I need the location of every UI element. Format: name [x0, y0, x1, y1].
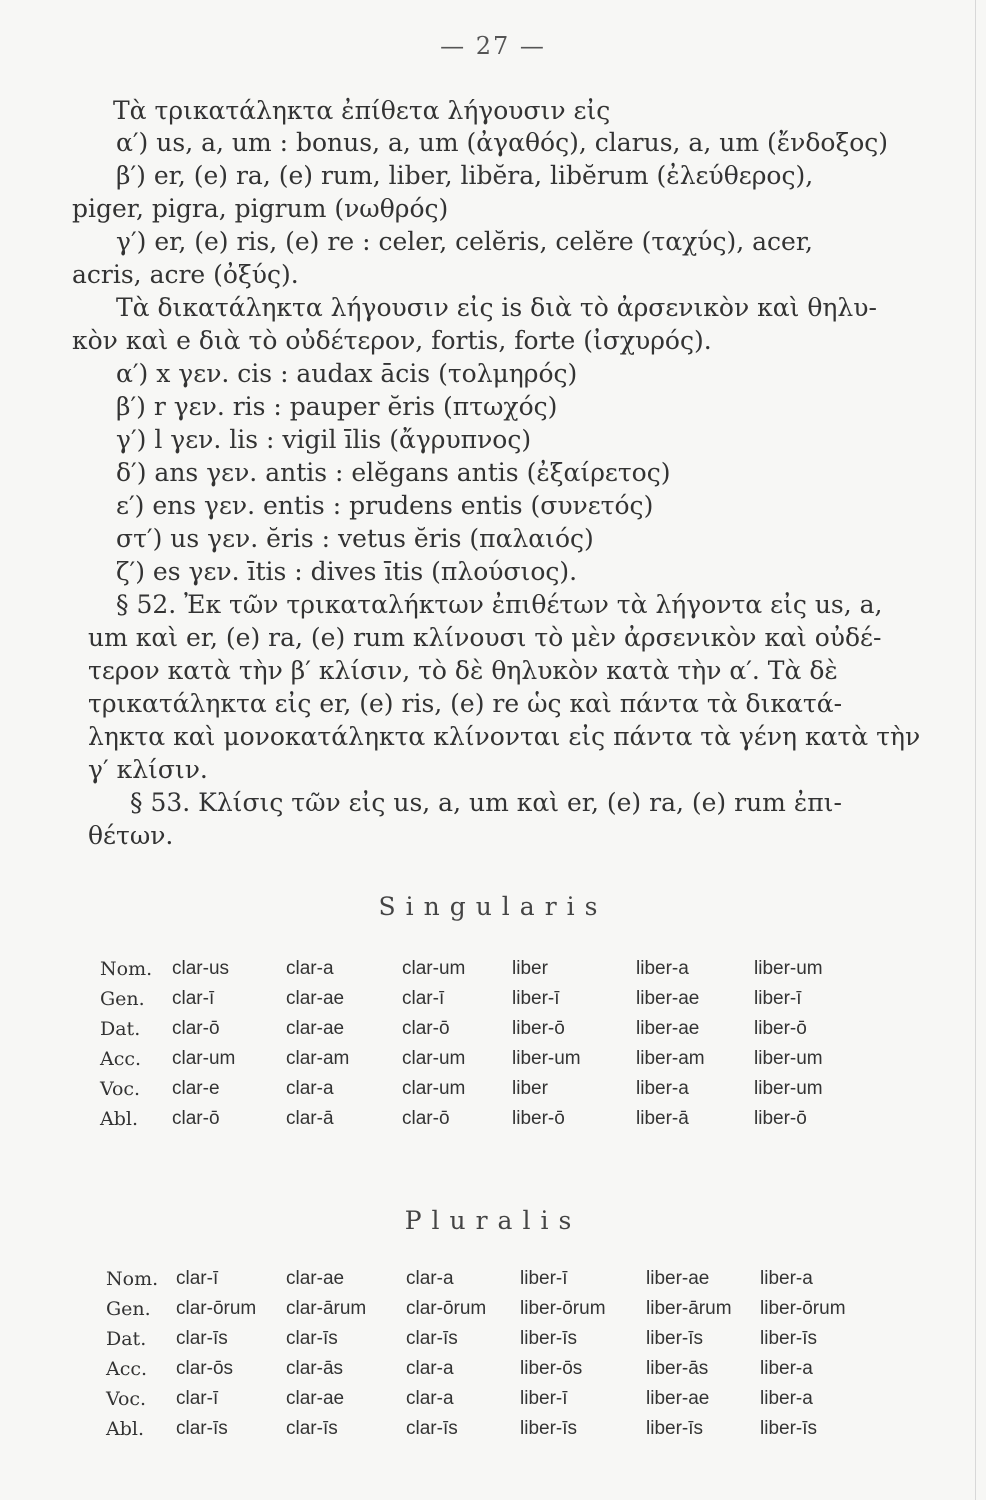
text-line: Τὰ δικατάληκτα λήγουσιν εἰς is διὰ τὸ ἀρσενικὸν καὶ θηλυ-: [116, 293, 877, 322]
text-line: α′) x γεν. cis : audax ācis (τολμηρός): [116, 359, 578, 388]
table-cell: liber-īs: [760, 1328, 818, 1349]
table-cell: clar-e: [172, 1078, 220, 1099]
table-cell: clar-īs: [176, 1418, 228, 1439]
table-cell: liber-īs: [520, 1418, 578, 1439]
case-label: Acc.: [106, 1358, 148, 1380]
table-cell: clar-ō: [402, 1108, 450, 1129]
table-cell: clar-ās: [286, 1358, 344, 1379]
table-cell: liber-ās: [646, 1358, 709, 1379]
table-cell: clar-a: [286, 958, 334, 979]
table-cell: liber-ō: [754, 1018, 807, 1039]
text-line: α′) us, a, um : bonus, a, um (ἀγαθός), clarus, a, um (ἔνδοξος): [116, 128, 889, 157]
table-cell: clar-īs: [286, 1418, 338, 1439]
table-cell: liber-ā: [636, 1108, 689, 1129]
text-line: acris, acre (ὀξύς).: [72, 260, 299, 289]
table-cell: clar-ōs: [176, 1358, 234, 1379]
table-cell: clar-um: [402, 1078, 466, 1099]
table-cell: clar-ā: [286, 1108, 334, 1129]
case-label: Nom.: [106, 1268, 159, 1290]
table-cell: liber-ī: [512, 988, 560, 1009]
table-cell: liber-ō: [754, 1108, 807, 1129]
table-cell: liber-am: [636, 1048, 705, 1069]
table-cell: clar-um: [402, 1048, 466, 1069]
table-cell: liber-um: [754, 1078, 823, 1099]
text-line: δ′) ans γεν. antis : elĕgans antis (ἐξαίρετος): [116, 458, 671, 487]
case-label: Abl.: [100, 1108, 138, 1130]
table-cell: clar-ī: [402, 988, 445, 1009]
table-cell: clar-a: [406, 1358, 454, 1379]
table-cell: clar-ō: [172, 1108, 220, 1129]
table-cell: liber-īs: [760, 1418, 818, 1439]
table-cell: clar-am: [286, 1048, 350, 1069]
table-cell: liber-ī: [520, 1388, 568, 1409]
case-label: Dat.: [106, 1328, 147, 1350]
table-cell: liber-ī: [754, 988, 802, 1009]
table-cell: liber-ī: [520, 1268, 568, 1289]
table-cell: clar-ō: [172, 1018, 220, 1039]
case-label: Voc.: [106, 1388, 147, 1410]
table-cell: clar-a: [406, 1268, 454, 1289]
text-line: γ′) er, (e) ris, (e) re : celer, celĕris, celĕre (ταχύς), acer,: [116, 227, 813, 256]
table-cell: clar-a: [286, 1078, 334, 1099]
text-line: § 52. Ἐκ τῶν τρικαταλήκτων ἐπιθέτων τὰ λήγοντα εἰς us, a,: [116, 590, 883, 619]
text-line: τερον κατὰ τὴν β′ κλίσιν, τὸ δὲ θηλυκὸν κατὰ τὴν α′. Τὰ δὲ: [88, 656, 838, 685]
table-cell: liber-a: [636, 958, 689, 979]
table-cell: clar-a: [406, 1388, 454, 1409]
table-cell: clar-ō: [402, 1018, 450, 1039]
table-cell: liber-a: [636, 1078, 689, 1099]
case-label: Acc.: [100, 1048, 142, 1070]
text-line: § 53. Κλίσις τῶν εἰς us, a, um καὶ er, (e) ra, (e) rum ἐπι-: [130, 788, 842, 817]
table-cell: clar-ī: [176, 1388, 219, 1409]
case-label: Gen.: [106, 1298, 151, 1320]
case-label: Gen.: [100, 988, 145, 1010]
table-cell: clar-ī: [172, 988, 215, 1009]
table-cell: liber-īs: [520, 1328, 578, 1349]
table-cell: liber-ārum: [646, 1298, 732, 1319]
table-cell: clar-ārum: [286, 1298, 367, 1319]
table-cell: clar-ī: [176, 1268, 219, 1289]
text-line: θέτων.: [88, 821, 174, 850]
text-line: piger, pigra, pigrum (νωθρός): [72, 194, 449, 223]
table-cell: clar-um: [402, 958, 466, 979]
page-edge-line: [975, 0, 976, 1500]
case-label: Nom.: [100, 958, 153, 980]
table-cell: liber: [512, 958, 548, 979]
table-cell: liber-a: [760, 1388, 813, 1409]
table-cell: liber-ae: [636, 1018, 700, 1039]
table-cell: clar-īs: [406, 1328, 458, 1349]
table-cell: liber-ōrum: [760, 1298, 846, 1319]
table-cell: clar-ōrum: [176, 1298, 257, 1319]
text-line: τρικατάληκτα εἰς er, (e) ris, (e) re ὡς καὶ πάντα τὰ δικατά-: [88, 689, 843, 718]
table-cell: liber-um: [754, 1048, 823, 1069]
table-cell: liber-ōrum: [520, 1298, 606, 1319]
table-cell: liber-ō: [512, 1108, 565, 1129]
case-label: Abl.: [106, 1418, 144, 1440]
text-line: στ′) us γεν. ĕris : vetus ĕris (παλαιός): [116, 524, 594, 553]
table-cell: liber-ae: [636, 988, 700, 1009]
table-cell: liber-īs: [646, 1328, 704, 1349]
text-line: κὸν καὶ e διὰ τὸ οὐδέτερον, fortis, forte (ἰσχυρός).: [72, 326, 712, 355]
table-cell: clar-īs: [406, 1418, 458, 1439]
table-cell: liber-ae: [646, 1268, 710, 1289]
text-line: β′) er, (e) ra, (e) rum, liber, libĕra, libĕrum (ἐλεύθερος),: [116, 161, 814, 190]
table-cell: liber-īs: [646, 1418, 704, 1439]
table-cell: liber: [512, 1078, 548, 1099]
case-label: Dat.: [100, 1018, 141, 1040]
table-cell: clar-ae: [286, 988, 345, 1009]
table-cell: clar-um: [172, 1048, 236, 1069]
text-line: β′) r γεν. ris : pauper ĕris (πτωχός): [116, 392, 558, 421]
text-line: um καὶ er, (e) ra, (e) rum κλίνουσι τὸ μὲν ἀρσενικὸν καὶ οὐδέ-: [88, 623, 882, 652]
table-cell: liber-ae: [646, 1388, 710, 1409]
table-cell: liber-a: [760, 1358, 813, 1379]
table-cell: liber-ō: [512, 1018, 565, 1039]
singularis-heading: Singularis: [378, 892, 608, 921]
text-line: ζ′) es γεν. ītis : dives ītis (πλούσιος).: [116, 557, 578, 586]
table-cell: liber-um: [754, 958, 823, 979]
table-cell: liber-um: [512, 1048, 581, 1069]
text-line: Τὰ τρικατάληκτα ἐπίθετα λήγουσιν εἰς: [113, 96, 611, 125]
case-label: Voc.: [100, 1078, 141, 1100]
text-line: ληκτα καὶ μονοκατάληκτα κλίνονται εἰς πάντα τὰ γένη κατὰ τὴν: [88, 722, 921, 751]
table-cell: clar-īs: [176, 1328, 228, 1349]
pluralis-heading: Pluralis: [404, 1206, 582, 1235]
table-cell: liber-a: [760, 1268, 813, 1289]
table-cell: liber-ōs: [520, 1358, 583, 1379]
table-cell: clar-ae: [286, 1018, 345, 1039]
page-number: — 27 —: [440, 32, 546, 60]
table-cell: clar-īs: [286, 1328, 338, 1349]
table-cell: clar-ae: [286, 1268, 345, 1289]
table-cell: clar-us: [172, 958, 230, 979]
text-line: γ′ κλίσιν.: [88, 755, 208, 784]
table-cell: clar-ae: [286, 1388, 345, 1409]
text-line: γ′) l γεν. lis : vigil īlis (ἄγρυπνος): [116, 425, 532, 454]
table-cell: clar-ōrum: [406, 1298, 487, 1319]
text-line: ε′) ens γεν. entis : prudens entis (συνετός): [116, 491, 654, 520]
